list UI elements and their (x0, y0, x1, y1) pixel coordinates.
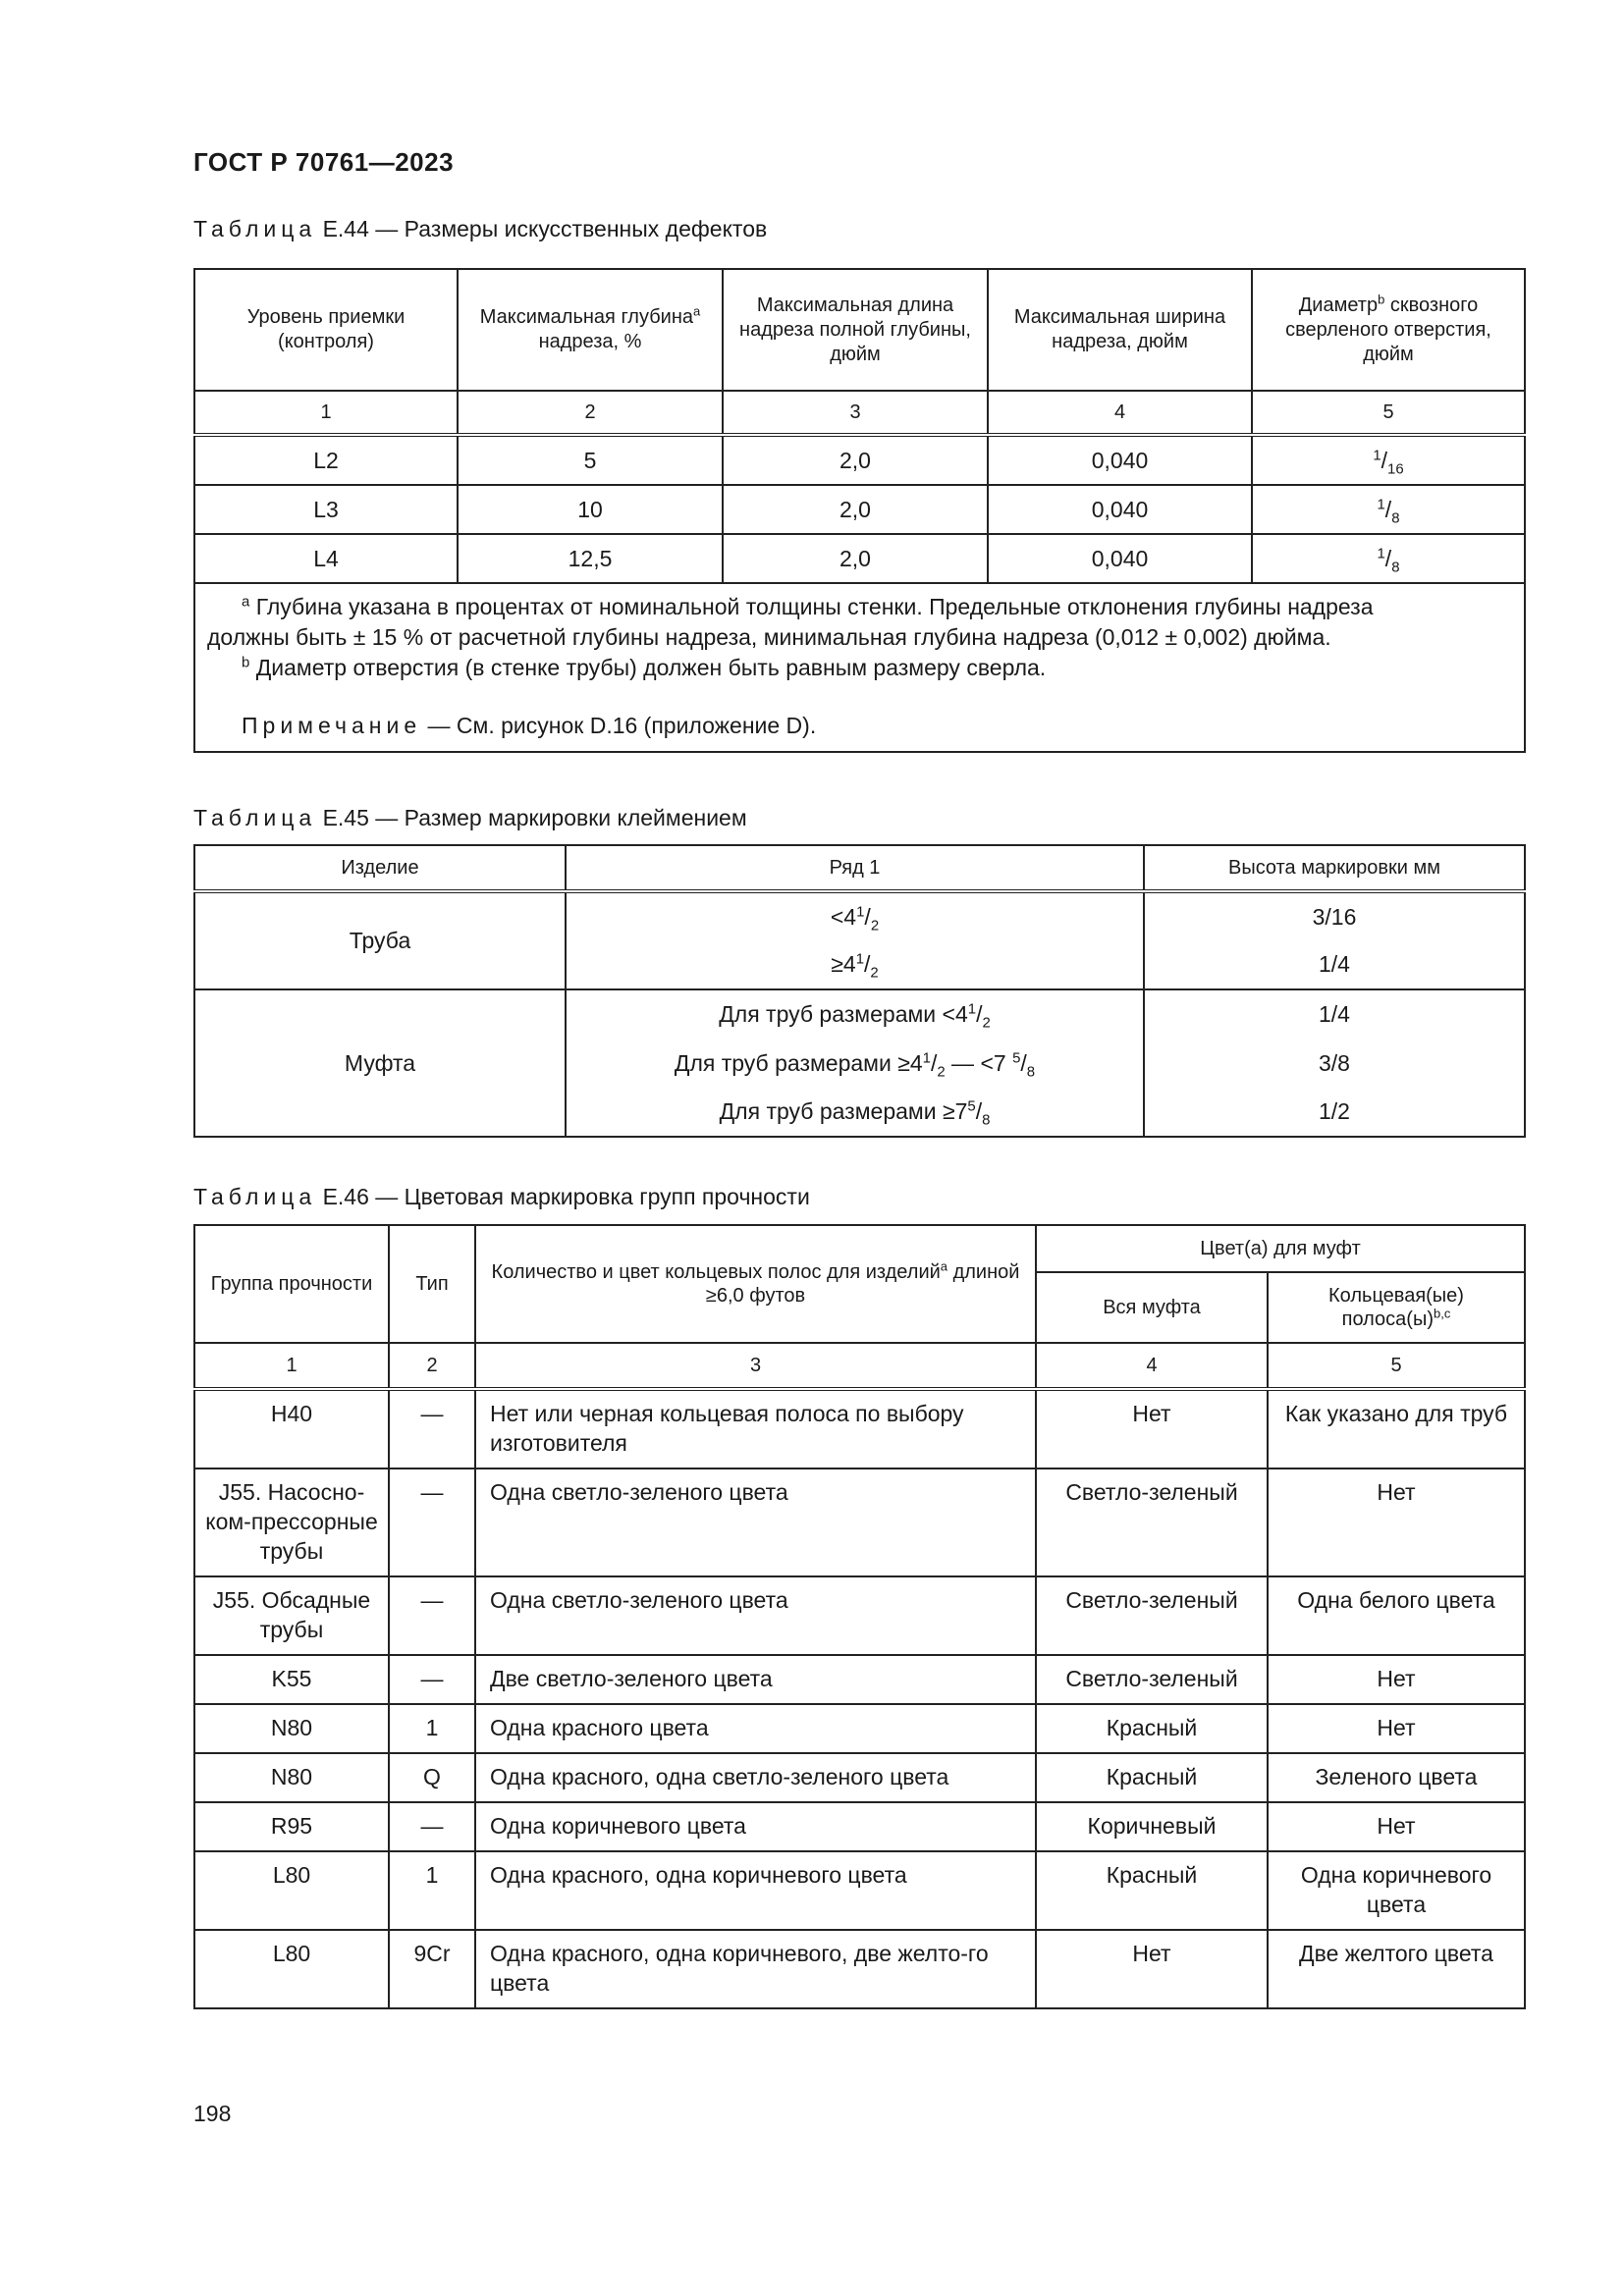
cell-range: Для труб размерами $\ge 7^5/_8$ (566, 1088, 1144, 1137)
cell-group: H40 (194, 1389, 389, 1468)
header-cell: Группа прочности (194, 1225, 389, 1343)
cell-group: J55. Обсадные трубы (194, 1576, 389, 1655)
cell-rings: Одна красного, одна коричневого, две желто-го цвета (475, 1930, 1036, 2008)
header-cell: Максимальная длина надреза полной глубины, дюйм (723, 269, 988, 391)
cell-all-coupling: Красный (1036, 1851, 1268, 1930)
cell-height: 3/16 (1144, 891, 1525, 940)
cell-product: Муфта (194, 989, 566, 1137)
column-number: 2 (458, 391, 723, 435)
table-row (194, 435, 1525, 485)
cell-group: K55 (194, 1655, 389, 1704)
cell-range: Для труб размерами $\ge 4^1/_2$ — <7 $^5/_8$ (566, 1039, 1144, 1088)
cell-group: R95 (194, 1802, 389, 1851)
cell-range: $\ge 4^1/_2$ (566, 940, 1144, 989)
cell-width: 0,040 (988, 435, 1252, 485)
header-cell: Уровень приемки (контроля) (194, 269, 458, 391)
header-cell: Вся муфта (1036, 1272, 1268, 1343)
cell-all-coupling: Красный (1036, 1753, 1268, 1802)
cell-type: — (389, 1655, 475, 1704)
table-row (194, 989, 1525, 1039)
table-row (194, 891, 1525, 940)
cell-rings: Одна красного цвета (475, 1704, 1036, 1753)
table-e44 (193, 268, 1526, 753)
cell-length: 2,0 (723, 534, 988, 583)
cell-rings: Одна коричневого цвета (475, 1802, 1036, 1851)
cell-rings: Одна красного, одна светло-зеленого цвета (475, 1753, 1036, 1802)
table-row (194, 1930, 1525, 2008)
cell-level: L3 (194, 485, 458, 534)
cell-depth: 12,5 (458, 534, 723, 583)
cell-diameter: $^1/_8$ (1252, 534, 1525, 583)
header-cell: Изделие (194, 845, 566, 891)
table-e44-caption: Таблица Е.44 — Размеры искусственных дефектов (193, 216, 768, 241)
header-cell: Количество и цвет кольцевых полос для изделий$^a$ длиной ≥6,0 футов (475, 1225, 1036, 1343)
cell-group: J55. Насосно-ком-прессорные трубы (194, 1468, 389, 1576)
cell-group: N80 (194, 1704, 389, 1753)
document-header: ГОСТ Р 70761—2023 (193, 147, 455, 177)
cell-height: 1/4 (1144, 989, 1525, 1039)
cell-type: — (389, 1468, 475, 1576)
cell-depth: 10 (458, 485, 723, 534)
column-number: 2 (389, 1343, 475, 1389)
cell-level: L2 (194, 435, 458, 485)
cell-diameter: $^1/_{16}$ (1252, 435, 1525, 485)
cell-rings: Одна светло-зеленого цвета (475, 1576, 1036, 1655)
cell-length: 2,0 (723, 435, 988, 485)
column-number: 5 (1252, 391, 1525, 435)
cell-ring-coupling: Нет (1268, 1704, 1525, 1753)
table-row (194, 1655, 1525, 1704)
cell-ring-coupling: Нет (1268, 1802, 1525, 1851)
column-number: 5 (1268, 1343, 1525, 1389)
cell-rings: Две светло-зеленого цвета (475, 1655, 1036, 1704)
table-row (194, 1851, 1525, 1930)
cell-rings: Нет или черная кольцевая полоса по выбору изготовителя (475, 1389, 1036, 1468)
column-number: 1 (194, 391, 458, 435)
header-cell: Ряд 1 (566, 845, 1144, 891)
cell-type: — (389, 1802, 475, 1851)
cell-all-coupling: Светло-зеленый (1036, 1468, 1268, 1576)
cell-width: 0,040 (988, 485, 1252, 534)
cell-group: L80 (194, 1930, 389, 2008)
table-row (194, 1704, 1525, 1753)
table-row (194, 485, 1525, 534)
cell-length: 2,0 (723, 485, 988, 534)
table-row (194, 1389, 1525, 1468)
table-e46-caption: Таблица Е.46 — Цветовая маркировка групп прочности (193, 1184, 810, 1209)
cell-rings: Одна светло-зеленого цвета (475, 1468, 1036, 1576)
header-cell: Высота маркировки мм (1144, 845, 1525, 891)
table-e45 (193, 844, 1526, 1138)
cell-type: 1 (389, 1704, 475, 1753)
cell-all-coupling: Светло-зеленый (1036, 1655, 1268, 1704)
cell-height: 3/8 (1144, 1039, 1525, 1088)
cell-type: 9Cr (389, 1930, 475, 2008)
cell-ring-coupling: Нет (1268, 1655, 1525, 1704)
column-number: 3 (475, 1343, 1036, 1389)
cell-type: 1 (389, 1851, 475, 1930)
header-cell: Максимальная глубина$^a$ надреза, % (458, 269, 723, 391)
cell-level: L4 (194, 534, 458, 583)
cell-ring-coupling: Одна коричневого цвета (1268, 1851, 1525, 1930)
cell-rings: Одна красного, одна коричневого цвета (475, 1851, 1036, 1930)
page-number: 198 (193, 2101, 232, 2126)
header-cell: Диаметр$^b$ сквозного сверленого отверстия, дюйм (1252, 269, 1525, 391)
cell-width: 0,040 (988, 534, 1252, 583)
cell-ring-coupling: Зеленого цвета (1268, 1753, 1525, 1802)
table-e46 (193, 1224, 1526, 2009)
cell-depth: 5 (458, 435, 723, 485)
cell-range: Для труб размерами $<4^1/_2$ (566, 989, 1144, 1039)
column-number: 1 (194, 1343, 389, 1389)
cell-group: L80 (194, 1851, 389, 1930)
table-e45-caption: Таблица Е.45 — Размер маркировки клеймением (193, 805, 747, 830)
table-row (194, 1576, 1525, 1655)
cell-ring-coupling: Одна белого цвета (1268, 1576, 1525, 1655)
table-row (194, 1802, 1525, 1851)
column-number: 4 (988, 391, 1252, 435)
cell-height: 1/4 (1144, 940, 1525, 989)
header-cell: Тип (389, 1225, 475, 1343)
column-number: 4 (1036, 1343, 1268, 1389)
cell-all-coupling: Нет (1036, 1389, 1268, 1468)
cell-all-coupling: Нет (1036, 1930, 1268, 2008)
header-cell: Цвет(а) для муфт (1036, 1225, 1525, 1272)
cell-all-coupling: Красный (1036, 1704, 1268, 1753)
table-row (194, 1753, 1525, 1802)
cell-ring-coupling: Как указано для труб (1268, 1389, 1525, 1468)
column-number: 3 (723, 391, 988, 435)
cell-product: Труба (194, 891, 566, 989)
cell-ring-coupling: Две желтого цвета (1268, 1930, 1525, 2008)
cell-all-coupling: Коричневый (1036, 1802, 1268, 1851)
table-row (194, 534, 1525, 583)
cell-all-coupling: Светло-зеленый (1036, 1576, 1268, 1655)
cell-ring-coupling: Нет (1268, 1468, 1525, 1576)
cell-diameter: $^1/_8$ (1252, 485, 1525, 534)
cell-range: $<4^1/_2$ (566, 891, 1144, 940)
header-cell: Максимальная ширина надреза, дюйм (988, 269, 1252, 391)
table-notes: $^a$ Глубина указана в процентах от номинальной толщины стенки. Предельные отклонения глубины надреза должны быть ± 15 % от расчетной глубины надреза, минимальная глубина надреза (0,012 ± 0,002) дюйма. $^b$ Диаметр отверстия (в стенке трубы) должен быть равным размеру сверла. Примечание — См. рисунок D.16 (приложение D). (194, 583, 1525, 752)
cell-type: — (389, 1389, 475, 1468)
cell-group: N80 (194, 1753, 389, 1802)
cell-height: 1/2 (1144, 1088, 1525, 1137)
cell-type: Q (389, 1753, 475, 1802)
cell-type: — (389, 1576, 475, 1655)
table-row (194, 1468, 1525, 1576)
header-cell: Кольцевая(ые) $полоса(ы)^{b,c}$ (1268, 1272, 1525, 1343)
